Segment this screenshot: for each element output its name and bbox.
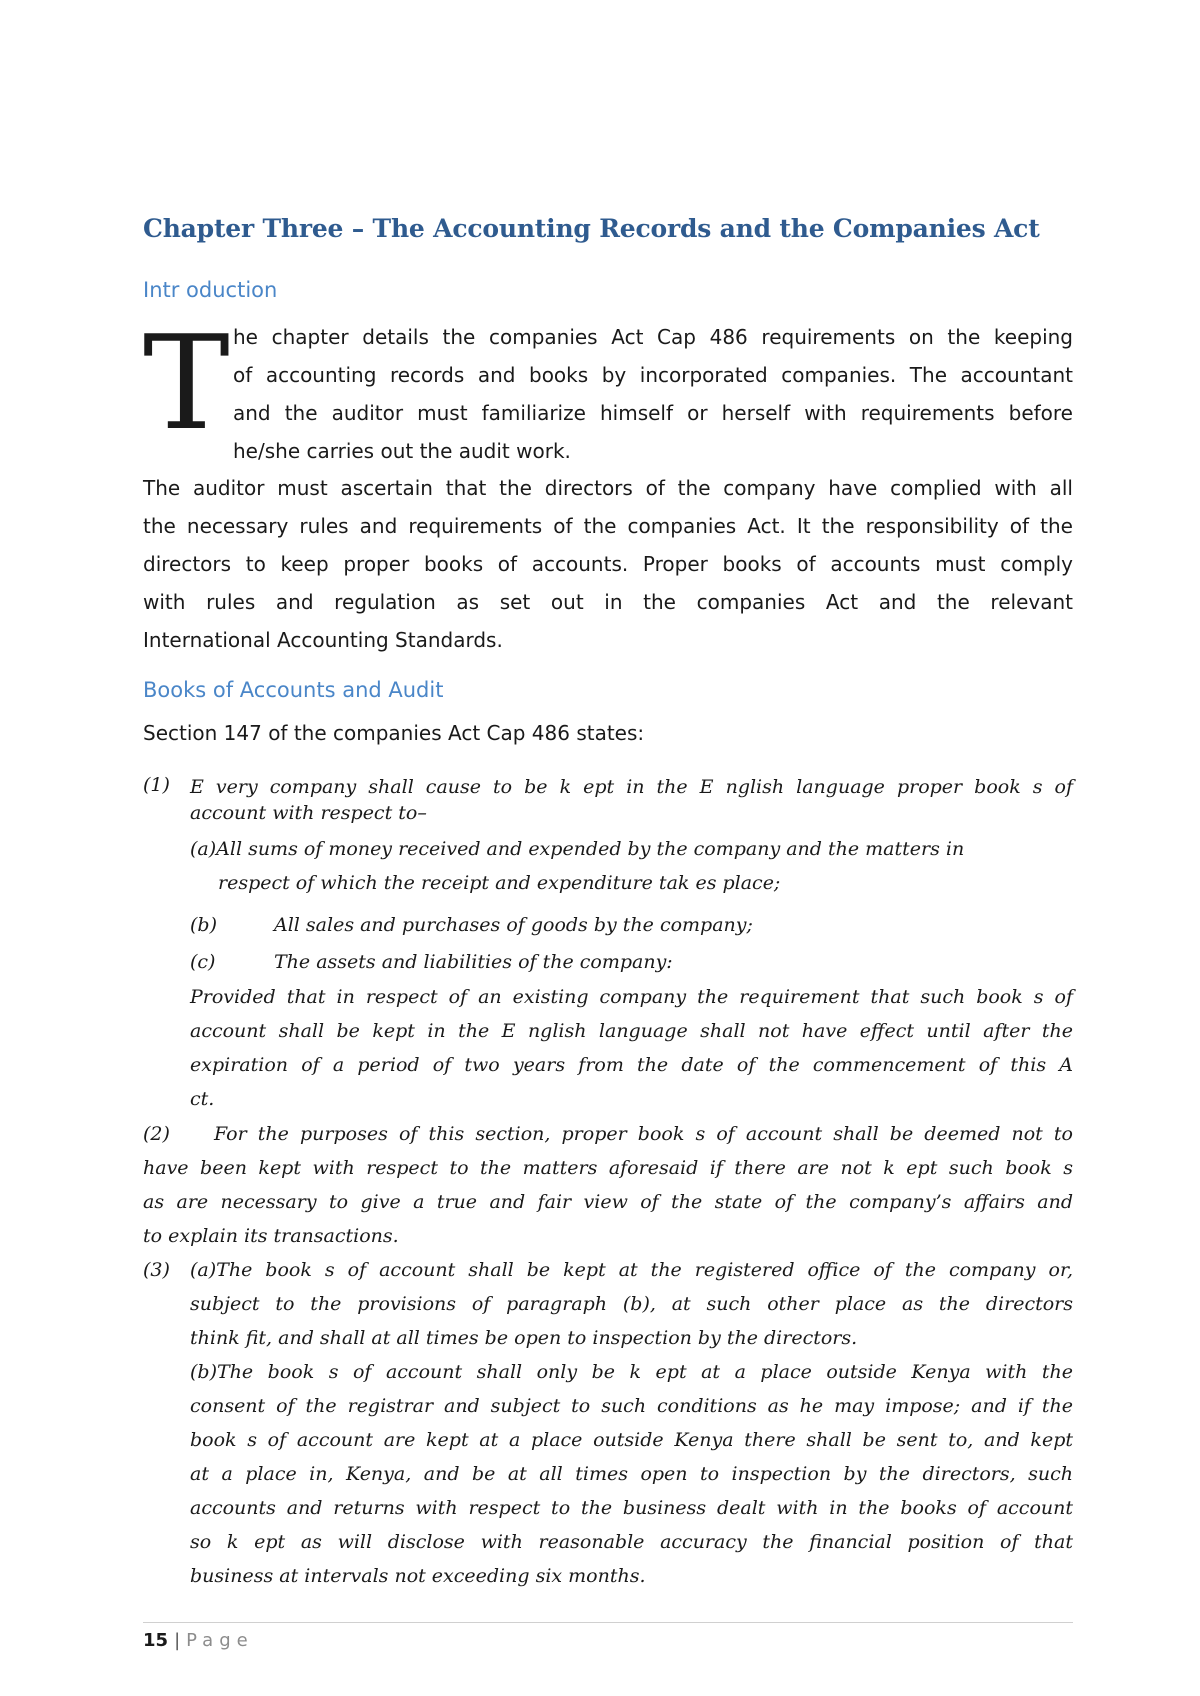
section-3-a [190, 1253, 1073, 1355]
text-line: to explain its transactions. [143, 1225, 399, 1247]
text-line: directors to keep proper books of accounts. Proper books of accounts must comply [143, 552, 1073, 576]
text-line: book s of account are kept at a place outside Kenya there shall be sent to, and kept [190, 1429, 1073, 1451]
text-line: he chapter details the companies Act Cap 486 requirements on the keeping [233, 325, 1073, 349]
text-line: the necessary rules and requirements of the companies Act. It the responsibility of the [143, 514, 1073, 538]
section-1-proviso [190, 980, 1073, 1116]
text-line: International Accounting Standards. [143, 628, 503, 652]
section-2-first-line [214, 1117, 1073, 1151]
section-1-b-label: (b) [190, 914, 217, 936]
text-line: business at intervals not exceeding six months. [190, 1565, 646, 1587]
text-line: subject to the provisions of paragraph (b), at such other place as the directors [190, 1293, 1073, 1315]
text-line: and the auditor must familiarize himself or herself with requirements before [233, 401, 1073, 425]
text-line: at a place in, Kenya, and be at all times open to inspection by the directors, such [190, 1463, 1073, 1485]
text-line: Provided that in respect of an existing company the requirement that such book s of [190, 986, 1073, 1008]
text-line: The auditor must ascertain that the directors of the company have complied with all [143, 476, 1073, 500]
drop-cap: T [143, 307, 230, 459]
footer-separator: | [174, 1630, 181, 1651]
page-footer [143, 1630, 254, 1651]
section-3-b [190, 1355, 1073, 1593]
footer-divider [143, 1622, 1073, 1623]
books-heading: Books of Accounts and Audit [143, 678, 444, 702]
text-line: he/she carries out the audit work. [233, 439, 571, 463]
text-line: so k ept as will disclose with reasonable accuracy the financial position of that [190, 1531, 1073, 1553]
section-3-number: (3) [143, 1259, 170, 1281]
section-1-c-label: (c) [190, 951, 216, 973]
chapter-title: Chapter Three – The Accounting Records and the Companies Act [143, 214, 1040, 243]
text-line: For the purposes of this section, proper book s of account shall be deemed not to [214, 1123, 1073, 1145]
page-label: Page [186, 1630, 254, 1651]
section-1-b-text: All sales and purchases of goods by the company; [274, 914, 753, 936]
text-line: with rules and regulation as set out in the companies Act and the relevant [143, 590, 1073, 614]
text-line: account shall be kept in the E nglish language shall not have effect until after the [190, 1020, 1073, 1042]
text-line: respect of which the receipt and expenditure tak es place; [218, 872, 781, 894]
section-2-text [143, 1151, 1073, 1253]
text-line: (a)All sums of money received and expended by the company and the matters in [190, 838, 965, 860]
page-number: 15 [143, 1630, 169, 1651]
intro-paragraph-1 [233, 318, 1073, 470]
text-line: ct. [190, 1088, 215, 1110]
section-1-number: (1) [143, 774, 170, 796]
section-intro: Section 147 of the companies Act Cap 486 states: [143, 721, 645, 745]
text-line: of accounting records and books by incorporated companies. The accountant [233, 363, 1073, 387]
text-line: expiration of a period of two years from the date of the commencement of this A [190, 1054, 1073, 1076]
text-line: have been kept with respect to the matters aforesaid if there are not k ept such book s [143, 1157, 1073, 1179]
section-1-c-text: The assets and liabilities of the company: [274, 951, 673, 973]
text-line: consent of the registrar and subject to such conditions as he may impose; and if the [190, 1395, 1073, 1417]
section-2-number: (2) [143, 1123, 170, 1145]
text-line: as are necessary to give a true and fair view of the state of the company’s affairs and [143, 1191, 1073, 1213]
text-line: E very company shall cause to be k ept in the E nglish language proper book s of [190, 776, 1073, 798]
section-1-a [190, 832, 1073, 900]
text-line: account with respect to– [190, 802, 427, 824]
text-line: (a)The book s of account shall be kept at the registered office of the company or, [190, 1259, 1073, 1281]
intro-paragraph-2 [143, 469, 1073, 659]
text-line: think fit, and shall at all times be open to inspection by the directors. [190, 1327, 858, 1349]
text-line: (b)The book s of account shall only be k ept at a place outside Kenya with the [190, 1361, 1073, 1383]
introduction-heading: Intr oduction [143, 278, 278, 302]
section-1-text [190, 774, 1073, 826]
text-line: accounts and returns with respect to the business dealt with in the books of account [190, 1497, 1073, 1519]
